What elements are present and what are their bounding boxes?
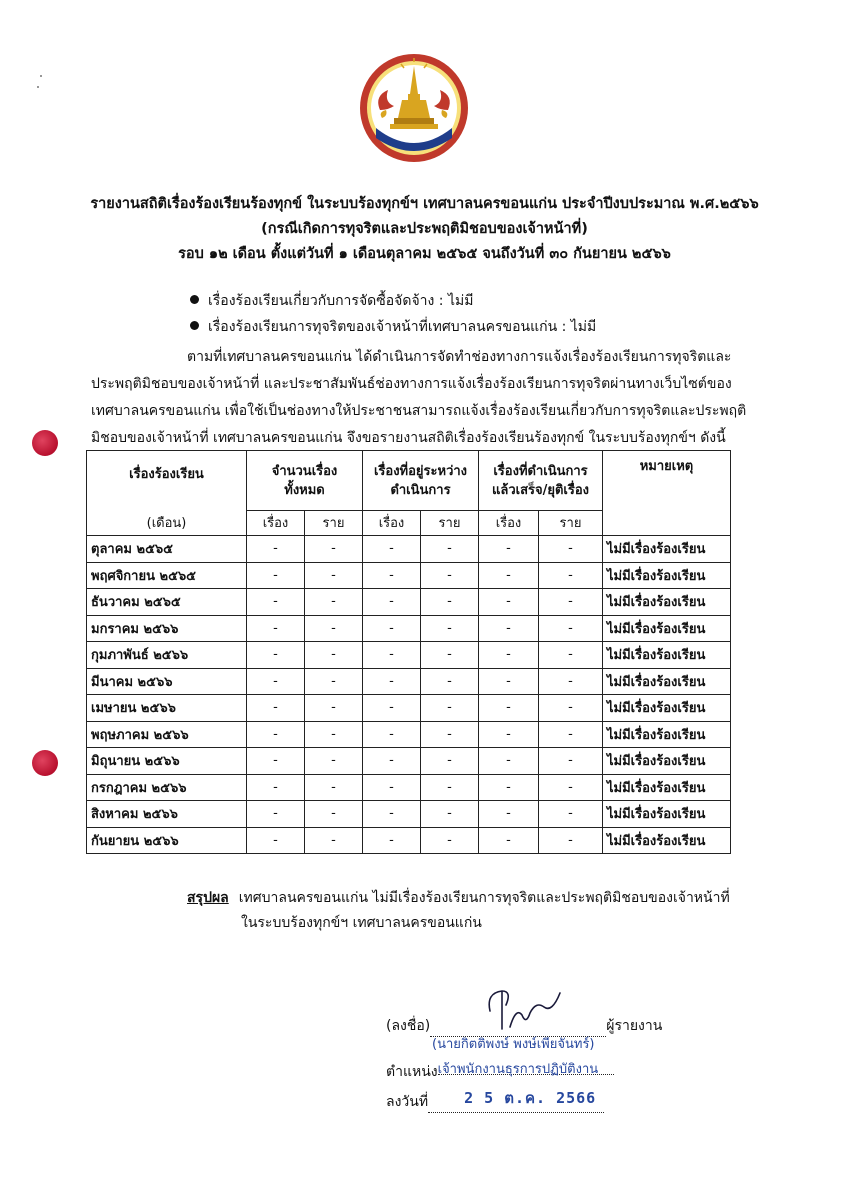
row-value: -	[421, 695, 479, 722]
row-value: -	[479, 536, 539, 563]
intro-paragraph	[91, 344, 751, 452]
row-value: -	[247, 642, 305, 669]
position-label: ตำแหน่ง	[386, 1064, 438, 1080]
row-value: -	[479, 695, 539, 722]
row-note: ไม่มีเรื่องร้องเรียน	[603, 774, 731, 801]
date-row	[386, 1091, 604, 1113]
row-month: สิงหาคม ๒๕๖๖	[87, 801, 247, 828]
row-value: -	[539, 827, 603, 854]
header-inprogress-line2: ดำเนินการ	[390, 482, 451, 498]
bullet-text: เรื่องร้องเรียนการทุจริตของเจ้าหน้าที่เทศบาลนครขอนแก่น : ไม่มี	[208, 319, 597, 335]
header-total-group	[247, 451, 363, 511]
row-value: -	[421, 562, 479, 589]
row-value: -	[305, 748, 363, 775]
row-value: -	[363, 615, 421, 642]
bullet-item	[190, 288, 596, 314]
date-dotted-line	[428, 1089, 604, 1113]
header-total-line2: ทั้งหมด	[284, 482, 325, 498]
header-inprogress-group	[363, 451, 479, 511]
row-value: -	[479, 721, 539, 748]
table-body	[87, 536, 731, 854]
row-value: -	[247, 536, 305, 563]
table-row	[87, 721, 731, 748]
conclusion	[187, 886, 730, 936]
row-value: -	[363, 801, 421, 828]
row-value: -	[421, 642, 479, 669]
sub-header-case: ราย	[539, 511, 603, 536]
punch-hole	[32, 750, 58, 776]
row-month: ธันวาคม ๒๕๖๕	[87, 589, 247, 616]
row-month: กรกฎาคม ๒๕๖๖	[87, 774, 247, 801]
row-note: ไม่มีเรื่องร้องเรียน	[603, 721, 731, 748]
row-value: -	[479, 801, 539, 828]
row-value: -	[539, 536, 603, 563]
row-value: -	[479, 774, 539, 801]
row-month: พฤษภาคม ๒๕๖๖	[87, 721, 247, 748]
row-value: -	[363, 721, 421, 748]
header-month-unit: (เดือน)	[146, 516, 187, 531]
header-topic-text: เรื่องร้องเรียน	[129, 467, 204, 482]
row-value: -	[247, 748, 305, 775]
row-value: -	[539, 695, 603, 722]
row-value: -	[421, 748, 479, 775]
row-value: -	[539, 562, 603, 589]
row-value: -	[363, 748, 421, 775]
table-row	[87, 642, 731, 669]
row-value: -	[363, 536, 421, 563]
paragraph-line: ประพฤติมิชอบของเจ้าหน้าที่ และประชาสัมพันธ์ช่องทางการแจ้งเรื่องร้องเรียนการทุจริตผ่านทางเว็บไซต์ของ	[91, 376, 732, 392]
row-value: -	[479, 827, 539, 854]
table-row	[87, 695, 731, 722]
conclusion-text: เทศบาลนครขอนแก่น ไม่มีเรื่องร้องเรียนการทุจริตและประพฤติมิชอบของเจ้าหน้าที่	[238, 890, 730, 906]
row-value: -	[247, 801, 305, 828]
row-value: -	[539, 642, 603, 669]
row-value: -	[247, 589, 305, 616]
table-row	[87, 562, 731, 589]
conclusion-lead: สรุปผล	[187, 890, 229, 906]
scan-speck	[40, 75, 42, 77]
row-value: -	[305, 721, 363, 748]
row-value: -	[247, 827, 305, 854]
table-row	[87, 589, 731, 616]
row-month: พฤศจิกายน ๒๕๖๕	[87, 562, 247, 589]
punch-hole	[32, 430, 58, 456]
row-value: -	[247, 668, 305, 695]
conclusion-line	[187, 886, 730, 911]
report-period: รอบ ๑๒ เดือน ตั้งแต่วันที่ ๑ เดือนตุลาคม ๒๕๖๕ จนถึงวันที่ ๓๐ กันยายน ๒๕๖๖	[178, 246, 671, 262]
sub-header-case: ราย	[421, 511, 479, 536]
bullet-text: เรื่องร้องเรียนเกี่ยวกับการจัดซื้อจัดจ้าง : ไม่มี	[208, 293, 474, 309]
row-value: -	[539, 615, 603, 642]
sub-header-story: เรื่อง	[363, 511, 421, 536]
row-value: -	[247, 721, 305, 748]
row-value: -	[539, 748, 603, 775]
row-value: -	[247, 695, 305, 722]
row-note: ไม่มีเรื่องร้องเรียน	[603, 589, 731, 616]
header-topic	[87, 451, 247, 536]
row-value: -	[421, 536, 479, 563]
row-value: -	[539, 774, 603, 801]
row-value: -	[539, 801, 603, 828]
row-month: มีนาคม ๒๕๖๖	[87, 668, 247, 695]
row-note: ไม่มีเรื่องร้องเรียน	[603, 827, 731, 854]
row-value: -	[421, 801, 479, 828]
complaint-stats-table	[86, 450, 731, 854]
row-value: -	[539, 668, 603, 695]
header-done-line2: แล้วเสร็จ/ยุติเรื่อง	[491, 482, 589, 498]
row-note: ไม่มีเรื่องร้องเรียน	[603, 562, 731, 589]
date-label: ลงวันที่	[386, 1094, 429, 1110]
bullet-dot-icon	[190, 321, 199, 330]
table-row	[87, 827, 731, 854]
position-row	[386, 1061, 614, 1083]
paragraph-line: มิชอบของเจ้าหน้าที่ เทศบาลนครขอนแก่น จึงขอรายงานสถิติเรื่องร้องเรียนร้องทุกข์ ในระบบร้องทุกข์ฯ ดังนี้	[91, 430, 726, 446]
municipality-seal	[358, 52, 470, 164]
row-note: ไม่มีเรื่องร้องเรียน	[603, 695, 731, 722]
table-row	[87, 536, 731, 563]
row-value: -	[363, 695, 421, 722]
conclusion-line: ในระบบร้องทุกข์ฯ เทศบาลนครขอนแก่น	[241, 915, 482, 931]
row-month: มิถุนายน ๒๕๖๖	[87, 748, 247, 775]
table-row	[87, 748, 731, 775]
row-value: -	[421, 668, 479, 695]
row-value: -	[305, 589, 363, 616]
sub-header-story: เรื่อง	[479, 511, 539, 536]
row-value: -	[305, 562, 363, 589]
row-value: -	[247, 774, 305, 801]
scan-speck	[37, 86, 39, 88]
row-note: ไม่มีเรื่องร้องเรียน	[603, 748, 731, 775]
position-value: เจ้าพนักงานธุรการปฏิบัติงาน	[438, 1058, 614, 1075]
sub-header-story: เรื่อง	[247, 511, 305, 536]
row-value: -	[421, 615, 479, 642]
row-note: ไม่มีเรื่องร้องเรียน	[603, 615, 731, 642]
date-stamp: 2 5 ต.ค. 2566	[464, 1089, 597, 1107]
row-note: ไม่มีเรื่องร้องเรียน	[603, 536, 731, 563]
header-done-line1: เรื่องที่ดำเนินการ	[493, 463, 588, 479]
row-note: ไม่มีเรื่องร้องเรียน	[603, 668, 731, 695]
table-row	[87, 774, 731, 801]
row-value: -	[305, 615, 363, 642]
reporter-label: ผู้รายงาน	[606, 1018, 663, 1034]
row-value: -	[479, 642, 539, 669]
row-month: เมษายน ๒๕๖๖	[87, 695, 247, 722]
row-value: -	[305, 642, 363, 669]
row-value: -	[305, 801, 363, 828]
row-value: -	[421, 589, 479, 616]
paragraph-line: เทศบาลนครขอนแก่น เพื่อใช้เป็นช่องทางให้ประชาชนสามารถแจ้งเรื่องร้องเรียนเกี่ยวกับการทุจริตและประพฤติ	[91, 403, 747, 419]
row-value: -	[539, 721, 603, 748]
row-value: -	[363, 589, 421, 616]
summary-bullets	[190, 288, 596, 340]
row-value: -	[479, 668, 539, 695]
row-value: -	[539, 589, 603, 616]
row-value: -	[479, 562, 539, 589]
row-value: -	[363, 562, 421, 589]
table-row	[87, 615, 731, 642]
bullet-dot-icon	[190, 295, 199, 304]
row-value: -	[363, 642, 421, 669]
row-value: -	[479, 748, 539, 775]
row-value: -	[421, 721, 479, 748]
table-row	[87, 668, 731, 695]
paragraph-line: ตามที่เทศบาลนครขอนแก่น ได้ดำเนินการจัดทำช่องทางการแจ้งเรื่องร้องเรียนการทุจริตและ	[187, 349, 732, 365]
header-note: หมายเหตุ	[603, 451, 731, 536]
header-total-line1: จำนวนเรื่อง	[271, 463, 338, 479]
table-row	[87, 801, 731, 828]
row-value: -	[421, 774, 479, 801]
row-value: -	[305, 695, 363, 722]
row-value: -	[363, 827, 421, 854]
sign-label: (ลงชื่อ)	[386, 1018, 431, 1034]
row-month: มกราคม ๒๕๖๖	[87, 615, 247, 642]
signer-name: (นายกิตติพงษ์ พงษ์เพียจันทร์)	[432, 1037, 595, 1052]
row-value: -	[363, 774, 421, 801]
row-value: -	[247, 562, 305, 589]
row-month: กันยายน ๒๕๖๖	[87, 827, 247, 854]
row-value: -	[479, 615, 539, 642]
handwritten-signature	[482, 985, 564, 1031]
row-value: -	[305, 668, 363, 695]
header-done-group	[479, 451, 603, 511]
row-value: -	[305, 774, 363, 801]
row-value: -	[479, 589, 539, 616]
bullet-item	[190, 314, 596, 340]
report-subtitle: (กรณีเกิดการทุจริตและประพฤติมิชอบของเจ้าหน้าที่)	[261, 221, 588, 237]
row-value: -	[305, 536, 363, 563]
sub-header-case: ราย	[305, 511, 363, 536]
row-value: -	[421, 827, 479, 854]
row-month: ตุลาคม ๒๕๖๕	[87, 536, 247, 563]
row-note: ไม่มีเรื่องร้องเรียน	[603, 642, 731, 669]
row-value: -	[247, 615, 305, 642]
header-inprogress-line1: เรื่องที่อยู่ระหว่าง	[373, 463, 468, 479]
row-month: กุมภาพันธ์ ๒๕๖๖	[87, 642, 247, 669]
row-value: -	[363, 668, 421, 695]
row-note: ไม่มีเรื่องร้องเรียน	[603, 801, 731, 828]
report-title: รายงานสถิติเรื่องร้องเรียนร้องทุกข์ ในระบบร้องทุกข์ฯ เทศบาลนครขอนแก่น ประจำปีงบประมาณ พ.ศ.๒๕๖๖	[90, 196, 759, 212]
row-value: -	[305, 827, 363, 854]
